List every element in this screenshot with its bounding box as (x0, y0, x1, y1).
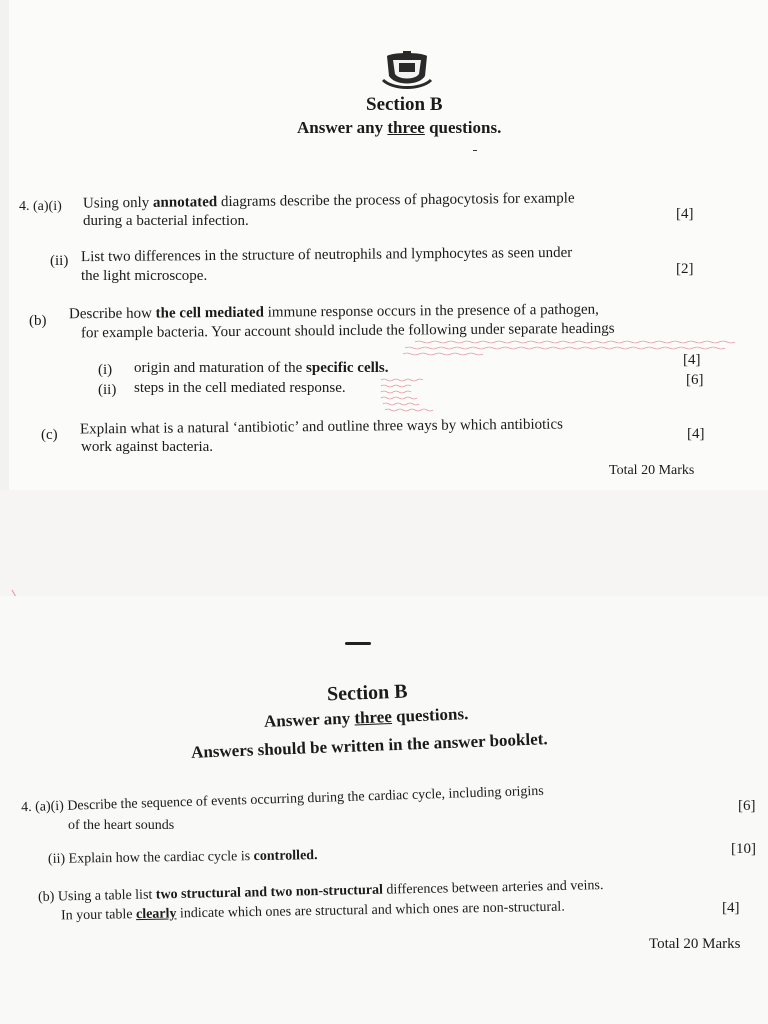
q4b-line1-b: differences between arteries and veins. (382, 878, 604, 898)
q4bi-label: (i) (98, 362, 113, 378)
exam-page-top (0, 0, 768, 490)
q4bi-text-bold: specific cells. (306, 360, 389, 376)
q4aii-marks: [10] (731, 841, 756, 857)
q4b-line2-bold: clearly (135, 906, 177, 923)
q4b-line1-bold: the cell mediated (155, 304, 265, 322)
q4aii-text (48, 848, 318, 868)
instruction2: Answers should be written in the answer booklet. (190, 729, 548, 762)
section-title: Section B (326, 680, 408, 706)
instruction-post: questions. (424, 118, 502, 137)
q4aii-text-a: (ii) Explain how the cardiac cycle is (47, 849, 254, 867)
q4b-label: (b) (29, 313, 47, 329)
instruction1 (264, 704, 469, 732)
q4b-line2: for example bacteria. Your account should include the following under separate headings (80, 320, 615, 342)
q4c-line2: work against bacteria. (81, 439, 214, 455)
q4ai-line1 (83, 190, 575, 212)
stray-mark (473, 150, 477, 151)
q4aii-line2: the light microscope. (81, 268, 208, 284)
q4aii-label: (ii) (50, 253, 69, 269)
q4c-label: (c) (41, 427, 58, 443)
total-marks: Total 20 Marks (609, 463, 695, 478)
q4b-line1-bold: two structural and two non-structural (155, 882, 384, 903)
total-marks: Total 20 Marks (649, 936, 741, 952)
q4bi-text-a: origin and maturation of the (134, 360, 307, 376)
q4bi-text (134, 360, 389, 377)
school-crest-icon (379, 50, 435, 92)
q4ai-line1-a: Using only (82, 194, 154, 212)
q4c-marks: [4] (687, 426, 705, 442)
q4b-line1-a: (b) Using a table list (37, 887, 156, 905)
q4bii-label: (ii) (98, 382, 117, 398)
q4b-line2-a: In your table (60, 907, 137, 924)
q4bii-marks: [6] (686, 372, 704, 388)
q4ai-marks: [4] (676, 206, 694, 222)
q4c-line1: Explain what is a natural ‘antibiotic’ and outline three ways by which antibiotics (79, 416, 564, 438)
q4aii-marks: [2] (676, 261, 694, 277)
q4ai-line1-bold: annotated (152, 194, 218, 211)
instruction (297, 118, 501, 138)
q4ai-label: 4. (a)(i) (19, 199, 62, 214)
instruction1-pre: Answer any (263, 708, 355, 731)
q4ai-line2: during a bacterial infection. (83, 213, 249, 229)
crest-fragment (345, 642, 371, 645)
q4b-line1-b: immune response occurs in the presence of a pathogen, (263, 301, 599, 321)
q4b-line1 (69, 302, 599, 324)
q4b-line1-a: Describe how (68, 305, 156, 323)
instruction1-underlined: three (353, 707, 393, 728)
q4ai-line2: of the heart sounds (68, 818, 175, 833)
q4aii-text-bold: controlled. (253, 848, 318, 865)
q4ai-line1: 4. (a)(i) Describe the sequence of events occurring during the cardiac cycle, including origins (20, 783, 544, 816)
handwritten-annotations-icon (379, 332, 768, 422)
section-title: Section B (366, 94, 443, 115)
q4bii-text: steps in the cell mediated response. (134, 380, 346, 396)
instruction-pre: Answer any (297, 118, 388, 137)
q4b-line2-b: indicate which ones are structural and which ones are non-structural. (176, 899, 565, 922)
q4ai-marks: [6] (738, 798, 756, 814)
q4bi-marks: [4] (683, 352, 701, 368)
q4aii-line1: List two differences in the structure of neutrophils and lymphocytes as seen under (80, 244, 573, 266)
instruction-underlined: three (387, 118, 425, 137)
instruction1-post: questions. (391, 704, 469, 727)
q4b-marks: [4] (722, 900, 740, 916)
q4ai-line1-b: diagrams describe the process of phagocytosis for example (217, 190, 575, 211)
exam-page-bottom (0, 596, 768, 1024)
